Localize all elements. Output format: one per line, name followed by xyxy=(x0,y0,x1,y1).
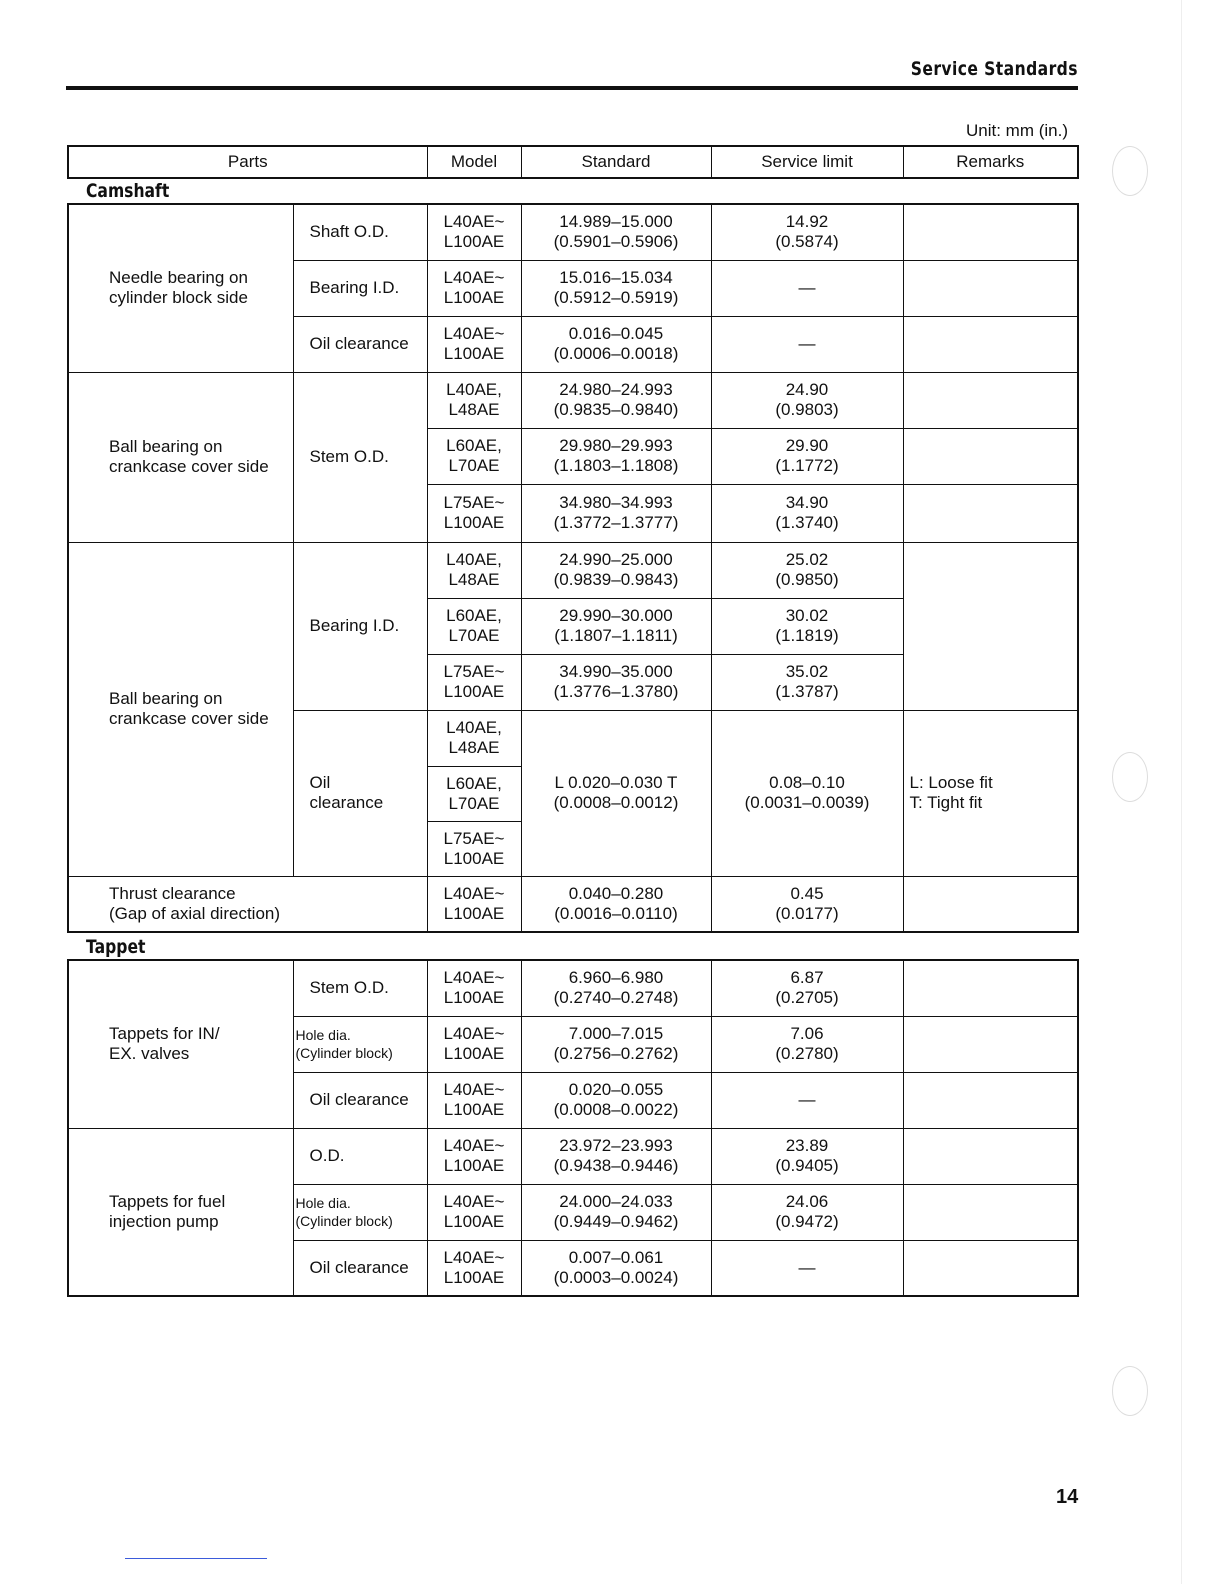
model-cell: L40AE~ L100AE xyxy=(427,1240,521,1296)
sub-oil-clearance: Oil clearance xyxy=(293,316,427,372)
model-cell: L60AE, L70AE xyxy=(427,428,521,484)
header-model: Model xyxy=(427,146,521,178)
limit-cell: 14.92 (0.5874) xyxy=(711,204,903,260)
model-cell: L75AE~ L100AE xyxy=(427,821,521,876)
limit-cell: — xyxy=(711,1072,903,1128)
limit-cell: 25.02 (0.9850) xyxy=(711,542,903,598)
standard-cell: 0.016–0.045 (0.0006–0.0018) xyxy=(521,316,711,372)
sub-od: O.D. xyxy=(293,1128,427,1184)
sub-stem-od: Stem O.D. xyxy=(293,372,427,542)
sub-stem-od: Stem O.D. xyxy=(293,960,427,1016)
remarks-cell xyxy=(903,1016,1078,1072)
standard-cell: 0.020–0.055 (0.0008–0.0022) xyxy=(521,1072,711,1128)
sub-oil-clearance: Oil clearance xyxy=(293,710,427,876)
standard-cell: 6.960–6.980 (0.2740–0.2748) xyxy=(521,960,711,1016)
limit-cell: — xyxy=(711,260,903,316)
standard-cell: 34.990–35.000 (1.3776–1.3780) xyxy=(521,654,711,710)
camshaft-table xyxy=(67,203,1079,933)
remarks-cell xyxy=(903,1128,1078,1184)
sub-hole-dia: Hole dia. (Cylinder block) xyxy=(293,1184,427,1240)
part-ball-bearing-id: Ball bearing on crankcase cover side xyxy=(68,542,293,876)
section-title-tappet: Tappet xyxy=(86,936,146,958)
header-parts: Parts xyxy=(68,146,427,178)
model-cell: L40AE, L48AE xyxy=(427,710,521,766)
standard-cell: 34.980–34.993 (1.3772–1.3777) xyxy=(521,484,711,542)
model-cell: L40AE~ L100AE xyxy=(427,1072,521,1128)
model-cell: L40AE~ L100AE xyxy=(427,1184,521,1240)
limit-cell: 29.90 (1.1772) xyxy=(711,428,903,484)
limit-cell: 35.02 (1.3787) xyxy=(711,654,903,710)
standard-cell: 0.040–0.280 (0.0016–0.0110) xyxy=(521,876,711,932)
model-cell: L40AE~ L100AE xyxy=(427,260,521,316)
bottom-link-underline xyxy=(125,1558,267,1559)
binder-hole xyxy=(1112,1366,1148,1416)
part-ball-bearing-stem: Ball bearing on crankcase cover side xyxy=(68,372,293,542)
table-row xyxy=(68,1128,1078,1184)
model-cell: L40AE~ L100AE xyxy=(427,960,521,1016)
limit-cell: 7.06 (0.2780) xyxy=(711,1016,903,1072)
page-header-title: Service Standards xyxy=(910,58,1078,80)
standard-cell: 23.972–23.993 (0.9438–0.9446) xyxy=(521,1128,711,1184)
standard-cell: 24.980–24.993 (0.9835–0.9840) xyxy=(521,372,711,428)
table-row xyxy=(68,876,1078,932)
header-standard: Standard xyxy=(521,146,711,178)
section-title-camshaft: Camshaft xyxy=(86,180,170,202)
model-cell: L40AE~ L100AE xyxy=(427,1128,521,1184)
remarks-cell xyxy=(903,1184,1078,1240)
remarks-cell xyxy=(903,876,1078,932)
model-cell: L40AE, L48AE xyxy=(427,542,521,598)
model-cell: L40AE~ L100AE xyxy=(427,876,521,932)
table-row xyxy=(68,542,1078,598)
remarks-cell xyxy=(903,542,1078,710)
sub-hole-dia: Hole dia. (Cylinder block) xyxy=(293,1016,427,1072)
limit-cell: 0.08–0.10 (0.0031–0.0039) xyxy=(711,710,903,876)
model-cell: L60AE, L70AE xyxy=(427,766,521,821)
page-edge xyxy=(1181,0,1182,1584)
remarks-cell xyxy=(903,316,1078,372)
limit-cell: 0.45 (0.0177) xyxy=(711,876,903,932)
limit-cell: — xyxy=(711,1240,903,1296)
standard-cell: L 0.020–0.030 T (0.0008–0.0012) xyxy=(521,710,711,876)
model-cell: L40AE~ L100AE xyxy=(427,204,521,260)
model-cell: L40AE~ L100AE xyxy=(427,316,521,372)
sub-shaft-od: Shaft O.D. xyxy=(293,204,427,260)
limit-cell: 34.90 (1.3740) xyxy=(711,484,903,542)
unit-label: Unit: mm (in.) xyxy=(966,121,1068,140)
sub-bearing-id: Bearing I.D. xyxy=(293,542,427,710)
standard-cell: 7.000–7.015 (0.2756–0.2762) xyxy=(521,1016,711,1072)
limit-cell: 23.89 (0.9405) xyxy=(711,1128,903,1184)
limit-cell: 6.87 (0.2705) xyxy=(711,960,903,1016)
remarks-cell xyxy=(903,484,1078,542)
standard-cell: 15.016–15.034 (0.5912–0.5919) xyxy=(521,260,711,316)
standard-cell: 14.989–15.000 (0.5901–0.5906) xyxy=(521,204,711,260)
remarks-cell xyxy=(903,204,1078,260)
tappet-table xyxy=(67,959,1079,1297)
table-row xyxy=(68,960,1078,1016)
remarks-cell xyxy=(903,428,1078,484)
part-thrust-clearance: Thrust clearance (Gap of axial direction) xyxy=(68,876,427,932)
remarks-cell xyxy=(903,960,1078,1016)
model-cell: L40AE~ L100AE xyxy=(427,1016,521,1072)
limit-cell: 24.06 (0.9472) xyxy=(711,1184,903,1240)
remarks-cell xyxy=(903,372,1078,428)
header-service-limit: Service limit xyxy=(711,146,903,178)
header-row xyxy=(68,146,1078,178)
sub-bearing-id: Bearing I.D. xyxy=(293,260,427,316)
part-tappets-fuel: Tappets for fuel injection pump xyxy=(68,1128,293,1296)
limit-cell: — xyxy=(711,316,903,372)
part-needle-bearing: Needle bearing on cylinder block side xyxy=(68,204,293,372)
page-number: 14 xyxy=(1056,1486,1079,1508)
standard-cell: 24.000–24.033 (0.9449–0.9462) xyxy=(521,1184,711,1240)
standard-cell: 0.007–0.061 (0.0003–0.0024) xyxy=(521,1240,711,1296)
model-cell: L40AE, L48AE xyxy=(427,372,521,428)
table-row xyxy=(68,204,1078,260)
sub-oil-clearance: Oil clearance xyxy=(293,1240,427,1296)
model-cell: L75AE~ L100AE xyxy=(427,484,521,542)
remarks-cell xyxy=(903,260,1078,316)
sub-oil-clearance: Oil clearance xyxy=(293,1072,427,1128)
remarks-cell xyxy=(903,1072,1078,1128)
remarks-cell: L: Loose fit T: Tight fit xyxy=(903,710,1078,876)
limit-cell: 24.90 (0.9803) xyxy=(711,372,903,428)
header-remarks: Remarks xyxy=(903,146,1078,178)
standard-cell: 29.980–29.993 (1.1803–1.1808) xyxy=(521,428,711,484)
column-header-table xyxy=(67,145,1079,179)
limit-cell: 30.02 (1.1819) xyxy=(711,598,903,654)
standard-cell: 29.990–30.000 (1.1807–1.1811) xyxy=(521,598,711,654)
table-row xyxy=(68,372,1078,428)
model-cell: L75AE~ L100AE xyxy=(427,654,521,710)
model-cell: L60AE, L70AE xyxy=(427,598,521,654)
standard-cell: 24.990–25.000 (0.9839–0.9843) xyxy=(521,542,711,598)
remarks-cell xyxy=(903,1240,1078,1296)
binder-hole xyxy=(1112,752,1148,802)
binder-hole xyxy=(1112,146,1148,196)
header-rule xyxy=(66,86,1078,90)
part-tappets-valves: Tappets for IN/ EX. valves xyxy=(68,960,293,1128)
